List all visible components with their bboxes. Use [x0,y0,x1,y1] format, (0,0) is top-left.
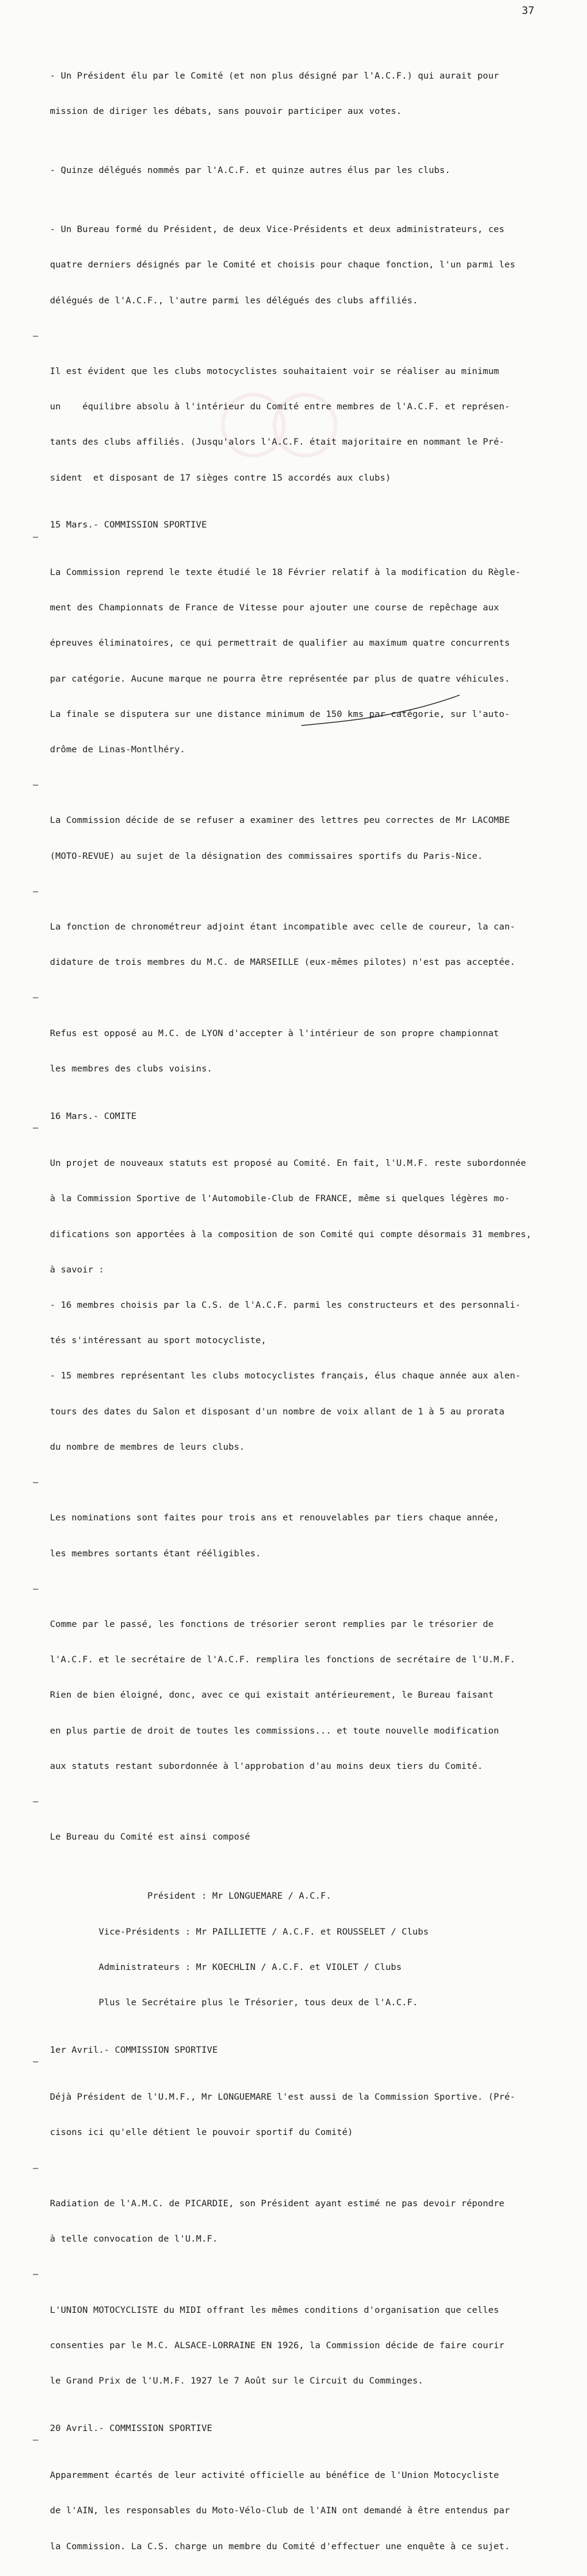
section-heading: 16 Mars.- COMITE [50,1110,137,1121]
section-paragraph: – Apparemment écartés de leur activité officielle au bénéfice de l'Union Motocycliste de l'AIN, les responsables du Moto-Vélo-Club de l'AIN ont demandé à être entendus par la Commission. La C.S. charge un membre du Comité d'effectuer une enquête à ce sujet. [33,2435,510,2552]
dash-bullet: – [33,2435,38,2445]
intro-dash-paragraph: – Il est évident que les clubs motocyclistes souhaitaient voir se réaliser au minimum un équilibre absolu à l'intérieur du Comité entre membres de l'A.C.F. et représen- tants des clubs affiliés. (Jusqu'alors l'A.C.F. était majoritaire en nommant le Pré- sident et disposant de 17 sièges contre 15 accordés aux clubs) [33,330,510,483]
dash-bullet: – [33,2056,38,2067]
bureau-secretaire-tresorier: Plus le Secrétaire plus le Trésorier, tous deux de l'A.C.F. [50,1997,418,2008]
section-heading: 1er Avril.- COMMISSION SPORTIVE [50,2044,218,2055]
bureau-vice-presidents: Vice-Présidents : Mr PAILLIETTE / A.C.F. et ROUSSELET / Clubs [50,1926,429,1937]
dash-bullet: – [33,2162,38,2173]
section-paragraph: – Déjà Président de l'U.M.F., Mr LONGUEMARE l'est aussi de la Commission Sportive. (Pré- cisons ici qu'elle détient le pouvoir sportif du Comité) [33,2056,516,2138]
dash-bullet: – [33,1583,38,1594]
section-paragraph: – Refus est opposé au M.C. de LYON d'accepter à l'intérieur de son propre championnat les membres des clubs voisins. [33,992,499,1074]
dash-bullet: – [33,2269,38,2280]
dash-bullet: – [33,1477,38,1488]
bureau-list [33,1867,575,2033]
section-heading: 20 Avril.- COMMISSION SPORTIVE [50,2422,213,2433]
dash-bullet: – [33,330,38,341]
bureau-president: Président : Mr LONGUEMARE / A.C.F. [50,1891,332,1902]
dash-bullet: – [33,1122,38,1133]
section-paragraph: – Un projet de nouveaux statuts est proposé au Comité. En fait, l'U.M.F. reste subordonnée à la Commission Sportive de l'Automobile-Club de FRANCE, même si quelques légères mo- difications son apportées à la composition de son Comité qui compte désormais 31 membres, à savoir : - 16 membres choisis par la C.S. de l'A.C.F. parmi les constructeurs et des personnali- tés s'intéressant au sport motocycliste, - 15 membres représentant les clubs motocyclistes français, élus chaque année aux alen- tours des dates du Salon et disposant d'un nombre de voix allant de 1 à 5 au prorata du nombre de membres de leurs clubs. [33,1122,532,1452]
section-20-avril [33,2422,575,2576]
section-paragraph: – La Commission reprend le texte étudié le 18 Février relatif à la modification du Règle- ment des Championnats de France de Vitesse pour ajouter une course de repêchage aux épreuves éliminatoires, ce qui permettrait de qualifier au maximum quatre concurrents par catégorie. Aucune marque ne pourra être représentée par plus de quatre véhicules. La finale se disputera sur une distance minimum de 150 kms par catégorie, sur l'auto- drôme de Linas-Montlhéry. [33,531,521,755]
dash-bullet: – [33,992,38,1003]
section-paragraph: – Le Bureau du Comité est ainsi composé [33,1796,250,1843]
section-15-mars [33,519,575,1098]
page-number: 37 [522,5,535,17]
section-paragraph: – L'UNION MOTOCYCLISTE du MIDI offrant les mêmes conditions d'organisation que celles consenties par le M.C. ALSACE-LORRAINE EN 1926, la Commission décide de faire courir le Grand Prix de l'U.M.F. 1927 le 7 Août sur le Circuit du Comminges. [33,2269,505,2386]
section-1er-avril [33,2044,575,2411]
dash-bullet: – [33,780,38,791]
section-paragraph: – Les nominations sont faites pour trois ans et renouvelables par tiers chaque année, les membres sortants étant rééligibles. [33,1477,499,1559]
section-paragraph: – Comme par le passé, les fonctions de trésorier seront remplies par le trésorier de l'A.C.F. et le secrétaire de l'A.C.F. remplira les fonctions de secrétaire de l'U.M.F. Rien de bien éloigné, donc, avec ce qui existait antérieurement, le Bureau faisant en plus partie de droit de toutes les commissions... et toute nouvelle modification aux statuts restant subordonnée à l'approbation d'au moins deux tiers du Comité. [33,1583,516,1771]
bureau-administrateurs: Administrateurs : Mr KOECHLIN / A.C.F. et VIOLET / Clubs [50,1961,402,1972]
section-16-mars [33,1110,575,2033]
dash-bullet: – [33,886,38,897]
document-body [33,46,575,2576]
dash-bullet: – [33,531,38,542]
intro-item: - Quinze délégués nommés par l'A.C.F. et quinze autres élus par les clubs. [50,165,451,176]
dash-bullet: – [33,1796,38,1807]
section-paragraph: – La fonction de chronométreur adjoint étant incompatible avec celle de coureur, la can- didature de trois membres du M.C. de MARSEILLE (eux-mêmes pilotes) n'est pas acceptée. [33,886,516,968]
section-heading: 15 Mars.- COMMISSION SPORTIVE [50,520,207,531]
intro-items [33,46,575,507]
section-paragraph: – Radiation de l'A.M.C. de PICARDIE, son Président ayant estimé ne pas devoir répondre à telle convocation de l'U.M.F. [33,2162,505,2245]
intro-item: - Un Président élu par le Comité (et non plus désigné par l'A.C.F.) qui aurait pour mission de diriger les débats, sans pouvoir participer aux votes. [50,70,499,117]
intro-item: - Un Bureau formé du Président, de deux Vice-Présidents et deux administrateurs, ces quatre derniers désignés par le Comité et choisis pour chaque fonction, l'un parmi les délégués de l'A.C.F., l'autre parmi les délégués des clubs affiliés. [50,224,516,306]
section-paragraph: – La Commission décide de se refuser a examiner des lettres peu correctes de Mr LACOMBE (MOTO-REVUE) au sujet de la désignation des commissaires sportifs du Paris-Nice. [33,780,510,861]
